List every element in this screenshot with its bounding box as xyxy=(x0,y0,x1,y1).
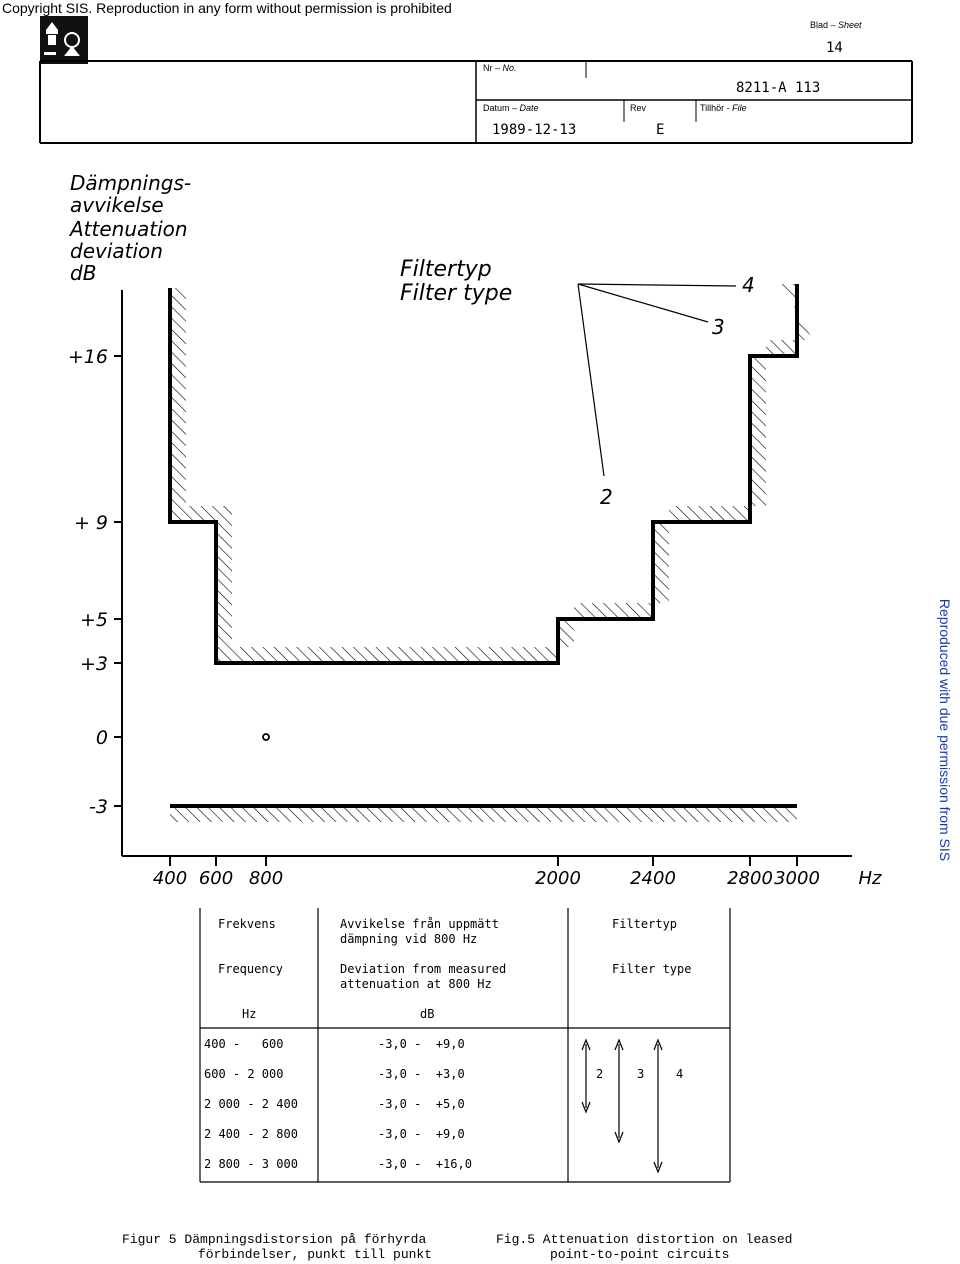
sheet-label-en: Sheet xyxy=(838,20,862,30)
row-frequency: 400 - 600 xyxy=(204,1037,284,1051)
lower-limit-hatch xyxy=(170,808,797,822)
filter-label-sv: Filtertyp xyxy=(400,257,492,282)
no-label: Nr xyxy=(483,63,493,73)
caption-en-2: point-to-point circuits xyxy=(550,1247,730,1262)
no-label-en: No. xyxy=(502,63,517,73)
col2-unit: dB xyxy=(420,1007,435,1021)
title-sv2: avvikelse xyxy=(70,193,164,217)
row-deviation: -3,0 - +9,0 xyxy=(378,1127,465,1141)
reference-point xyxy=(263,734,269,740)
x-tick-label: 3000 xyxy=(774,868,820,889)
filter-label-4: 4 xyxy=(742,273,755,297)
x-tick-label: 2800 xyxy=(727,868,773,889)
x-tick-label: 400 xyxy=(152,868,188,889)
title-en2: deviation xyxy=(70,239,163,263)
x-tick-label: 2000 xyxy=(535,868,581,889)
date-label: Datum xyxy=(483,103,510,113)
copyright-notice: Copyright SIS. Reproduction in any form without permission is prohibited xyxy=(2,0,452,16)
col2-header-sv1: Avvikelse från uppmätt xyxy=(340,917,499,931)
ylabel: dB xyxy=(70,261,97,285)
file-label-en: File xyxy=(732,103,747,113)
y-tick-label: +16 xyxy=(67,346,108,368)
type-4-label: 4 xyxy=(676,1067,684,1081)
title-en: Attenuation xyxy=(70,217,188,241)
leader-line-4 xyxy=(578,284,736,286)
date-label-en: Date xyxy=(519,103,539,113)
caption-en-1: Fig.5 Attenuation distortion on leased xyxy=(496,1232,793,1247)
filter-arrows xyxy=(582,1040,662,1172)
row-frequency: 2 000 - 2 400 xyxy=(204,1097,298,1111)
y-tick-label: +3 xyxy=(79,653,108,675)
row-deviation: -3,0 - +16,0 xyxy=(378,1157,472,1171)
x-tick-label: 2400 xyxy=(630,868,676,889)
type-3-label: 3 xyxy=(637,1067,645,1081)
x-tick-label: 800 xyxy=(248,868,284,889)
upper-limit-hatch xyxy=(170,281,813,663)
filter-label-3: 3 xyxy=(712,315,725,339)
title-sv: Dämpnings- xyxy=(70,171,192,195)
filter-label-en: Filter type xyxy=(400,281,513,306)
col1-unit: Hz xyxy=(242,1007,257,1021)
rev-value: E xyxy=(656,122,665,138)
upper-limit-line xyxy=(170,281,797,663)
row-frequency: 2 400 - 2 800 xyxy=(204,1127,298,1141)
col3-header-sv: Filtertyp xyxy=(612,917,678,931)
col2-header-en2: attenuation at 800 Hz xyxy=(340,977,492,991)
row-deviation: -3,0 - +3,0 xyxy=(378,1067,465,1081)
leader-line-3 xyxy=(578,284,708,322)
col1-header-en: Frequency xyxy=(218,962,284,976)
row-frequency: 2 800 - 3 000 xyxy=(204,1157,298,1171)
y-tick-label: 0 xyxy=(95,727,108,749)
row-deviation: -3,0 - +9,0 xyxy=(378,1037,465,1051)
row-frequency: 600 - 2 000 xyxy=(204,1067,284,1081)
sheet-value: 14 xyxy=(826,40,843,56)
x-tick-label: 600 xyxy=(198,868,234,889)
caption-sv-2: förbindelser, punkt till punkt xyxy=(198,1247,433,1262)
col1-header-sv: Frekvens xyxy=(218,917,276,931)
file-label: Tillhör xyxy=(700,103,725,113)
col3-header-en: Filter type xyxy=(612,962,692,976)
doc-number: 8211-A 113 xyxy=(736,80,821,96)
y-tick-label: +5 xyxy=(79,609,108,631)
x-axis-label: Hz xyxy=(858,868,882,889)
sheet-label: Blad xyxy=(810,20,829,30)
filter-label-2: 2 xyxy=(600,485,613,509)
row-deviation: -3,0 - +5,0 xyxy=(378,1097,465,1111)
leader-line-2 xyxy=(578,284,604,476)
rev-label: Rev xyxy=(630,103,647,113)
col2-header-en1: Deviation from measured xyxy=(340,962,507,976)
date-value: 1989-12-13 xyxy=(492,122,577,138)
y-tick-label: + 9 xyxy=(73,512,108,534)
col2-header-sv2: dämpning vid 800 Hz xyxy=(340,932,478,946)
permission-text: Reproduced with due permission from SIS xyxy=(937,598,953,862)
y-tick-label: -3 xyxy=(89,796,108,818)
caption-sv-1: Figur 5 Dämpningsdistorsion på förhyrda xyxy=(122,1232,427,1247)
type-2-label: 2 xyxy=(596,1067,604,1081)
